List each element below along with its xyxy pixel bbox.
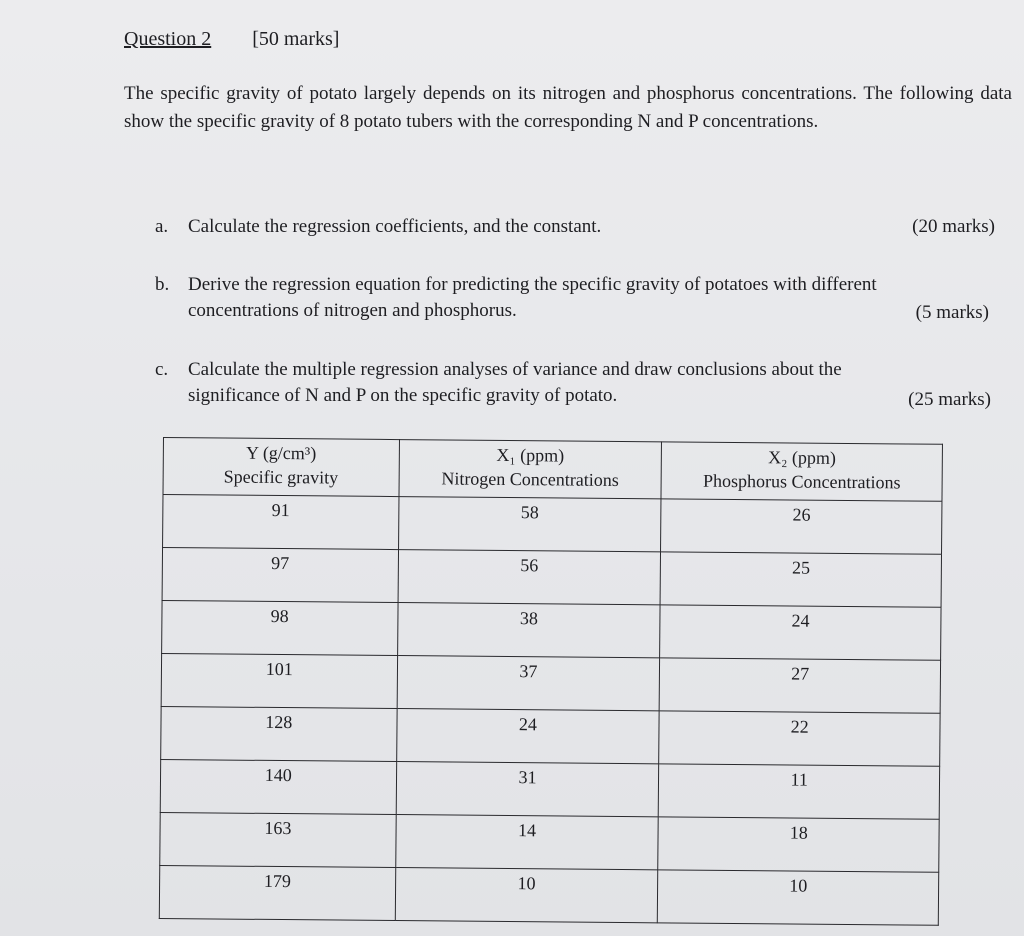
cell-x1: 24	[396, 709, 659, 764]
cell-y: 140	[160, 759, 396, 814]
cell-y: 179	[159, 865, 395, 920]
sub-question-text: Calculate the regression coefficients, and the constant.	[188, 216, 602, 237]
cell-x1: 31	[396, 762, 659, 817]
sub-question-marks: (25 marks)	[908, 389, 991, 410]
column-header-y	[163, 438, 399, 497]
column-header-label: Phosphorus Concentrations	[702, 470, 901, 493]
cell-x2: 10	[658, 870, 939, 925]
cell-y: 98	[162, 600, 398, 655]
cell-x1: 38	[397, 603, 660, 658]
cell-x2: 25	[660, 552, 941, 607]
table-row	[163, 495, 942, 555]
sub-question-a	[155, 214, 995, 240]
column-header-x2	[661, 442, 942, 501]
sub-question-b	[155, 272, 995, 324]
cell-x2: 26	[661, 499, 942, 554]
column-header-symbol: X₂ (ppm)	[768, 447, 836, 468]
cell-x2: 22	[659, 711, 940, 766]
sub-question-letter: c.	[155, 359, 169, 380]
table-row	[159, 865, 938, 925]
column-header-label: Nitrogen Concentrations	[441, 468, 619, 490]
data-table	[159, 437, 943, 926]
sub-question-marks: (5 marks)	[915, 302, 989, 323]
cell-x2: 11	[659, 764, 940, 819]
table-row	[162, 600, 941, 660]
cell-y: 128	[161, 706, 397, 761]
cell-x2: 24	[660, 605, 941, 660]
table-row	[160, 812, 939, 872]
question-total-marks: [50 marks]	[252, 28, 340, 50]
cell-x1: 10	[395, 868, 658, 923]
cell-y: 91	[163, 495, 399, 550]
cell-x1: 37	[397, 656, 660, 711]
question-number: Question 2	[124, 28, 212, 50]
cell-y: 97	[162, 548, 398, 603]
table-row	[162, 548, 941, 608]
column-header-symbol: X₁ (ppm)	[496, 444, 565, 466]
column-header-x1	[399, 440, 662, 499]
question-header	[124, 28, 339, 51]
sub-question-c	[155, 357, 995, 409]
table-row	[161, 706, 940, 766]
cell-y: 163	[160, 812, 396, 867]
table-header-row	[163, 438, 942, 502]
sub-question-text: Derive the regression equation for predicting the specific gravity of potatoes with different concentrations of nitrogen and phosphorus.	[188, 274, 877, 321]
cell-x1: 58	[398, 497, 661, 552]
sub-question-letter: b.	[155, 274, 170, 295]
sub-question-text: Calculate the multiple regression analyses of variance and draw conclusions about the significance of N and P on the specific gravity of potato.	[188, 359, 842, 406]
cell-x1: 14	[395, 815, 658, 870]
cell-x2: 18	[658, 817, 939, 872]
question-intro: The specific gravity of potato largely depends on its nitrogen and phosphorus concentrations. The following data show the specific gravity of 8 potato tubers with the corresponding N and P concentrations.	[124, 83, 1012, 132]
cell-x2: 27	[659, 658, 940, 713]
cell-x1: 56	[398, 550, 661, 605]
sub-question-letter: a.	[155, 216, 169, 237]
column-header-label: Specific gravity	[223, 466, 339, 488]
table-row	[161, 653, 940, 713]
sub-question-marks: (20 marks)	[912, 216, 995, 237]
cell-y: 101	[161, 653, 397, 708]
table-row	[160, 759, 939, 819]
column-header-symbol: Y (g/cm³)	[245, 442, 317, 464]
